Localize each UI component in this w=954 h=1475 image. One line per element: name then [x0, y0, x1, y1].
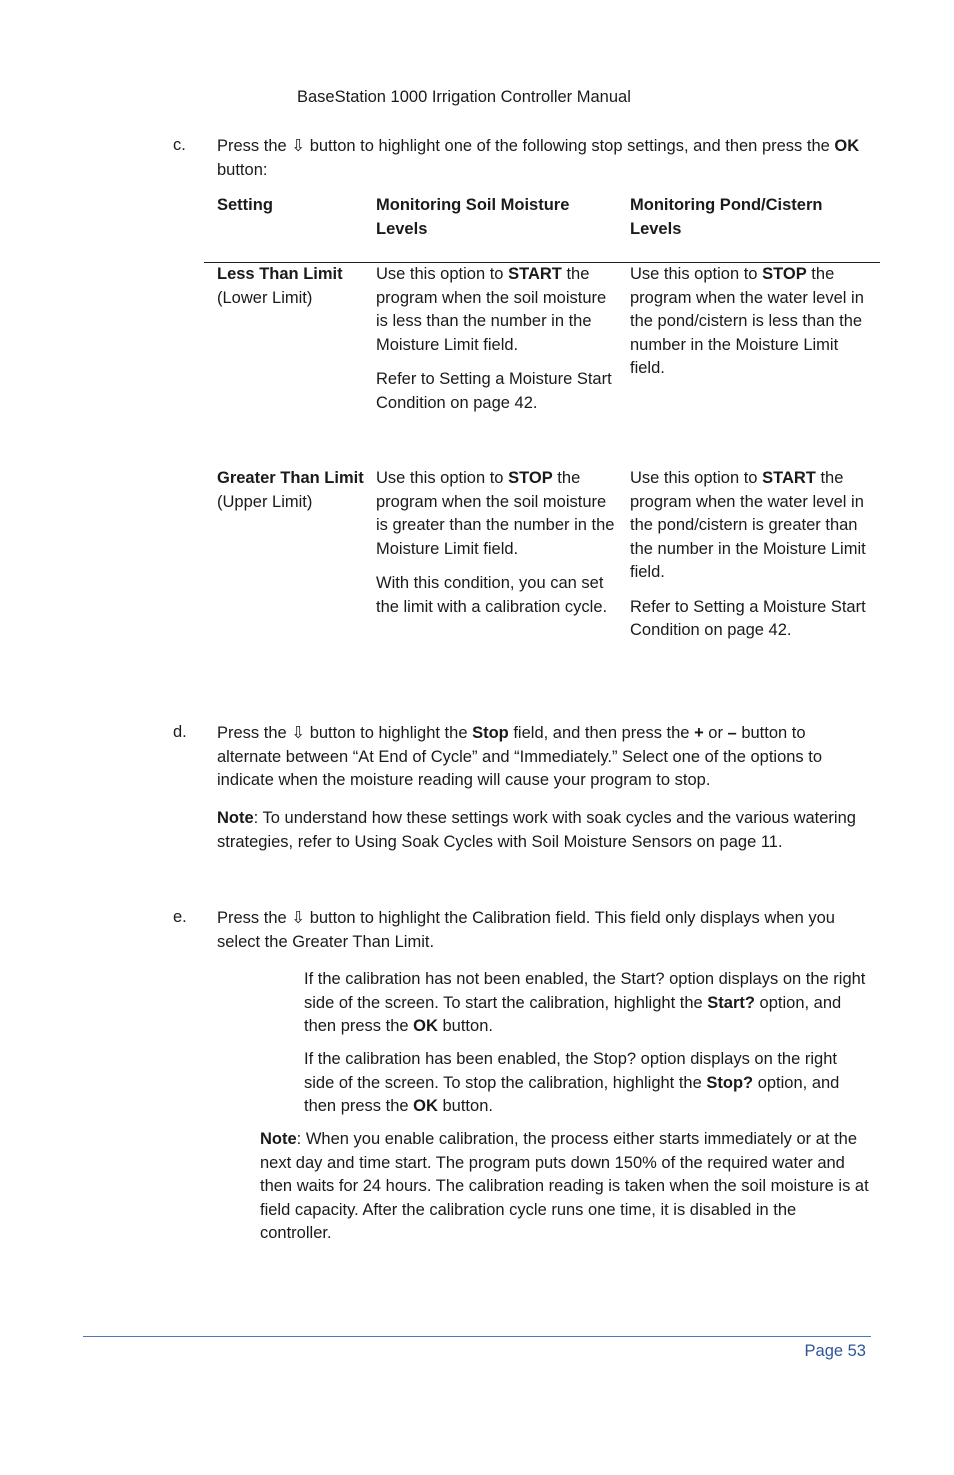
- footer-rule: [83, 1336, 871, 1337]
- header-soil-moisture: Monitoring Soil Moisture Levels: [376, 196, 570, 238]
- soil-description: [376, 467, 616, 561]
- setting-name: Greater Than Limit: [217, 469, 364, 487]
- text-run: Use this option to: [376, 265, 509, 283]
- calibration-note: [260, 1128, 872, 1246]
- text-run: button to highlight the Calibration field. This field only displays when you select the Greater Than Limit.: [217, 909, 835, 951]
- text-run: Use this option to: [630, 469, 763, 487]
- ok-label: OK: [834, 137, 860, 155]
- step-d-text: [217, 721, 867, 793]
- calibration-stop-text: [304, 1048, 864, 1119]
- note-text: : When you enable calibration, the process either starts immediately or at the next day and time start. The program puts down 150% of the required water and then waits for 24 hours. The calibration reading is taken when the soil moisture is at field capacity. After the calibration cycle runs one time, it is disabled in the controller.: [260, 1130, 869, 1242]
- calibration-start-text: [304, 968, 869, 1039]
- emphasis: START: [508, 265, 562, 283]
- text-run: button.: [437, 1017, 493, 1035]
- start-option-label: Start?: [707, 993, 755, 1012]
- text-run: Press the: [217, 909, 292, 927]
- text-run: Use this option to: [376, 469, 509, 487]
- step-c-marker: c.: [173, 136, 186, 154]
- note-text: : To understand how these settings work with soak cycles and the various watering strategies, refer to Using Soak Cycles with Soil Moisture Sensors on page 11.: [217, 809, 856, 851]
- ok-label: OK: [413, 1017, 438, 1035]
- pond-description: [630, 263, 870, 381]
- text-run: the program when the soil moisture is less than the number in the Moisture Limit field.: [376, 265, 607, 354]
- step-c-text: [217, 134, 867, 182]
- note-label: Note: [217, 809, 254, 827]
- step-d-note: [217, 807, 867, 854]
- ok-label: OK: [413, 1097, 438, 1115]
- text-run: If the calibration has not been enabled, the Start? option displays on the right side of the screen. To start the calibration, highlight the: [304, 970, 866, 1012]
- cell-pond: [630, 263, 870, 381]
- text-run: the program when the soil moisture is greater than the number in the Moisture Limit field.: [376, 469, 615, 558]
- page-number: Page 53: [804, 1342, 866, 1360]
- step-e-marker: e.: [173, 908, 187, 926]
- minus-label: –: [727, 724, 737, 742]
- note-label: Note: [260, 1130, 297, 1148]
- stop-label: Stop: [472, 724, 509, 742]
- text-run: the program when the water level in the pond/cistern is greater than the number in the Moisture Limit field.: [630, 469, 866, 581]
- emphasis: STOP: [508, 469, 553, 487]
- plus-label: +: [694, 724, 704, 742]
- table-header-row: [204, 194, 880, 263]
- cell-soil: [376, 467, 616, 619]
- down-arrow-icon: ⇩: [291, 723, 306, 742]
- step-d-marker: d.: [173, 723, 187, 741]
- soil-note: With this condition, you can set the limit with a calibration cycle.: [376, 574, 608, 616]
- header-setting: Setting: [217, 196, 273, 214]
- setting-subtitle: (Lower Limit): [217, 288, 313, 307]
- text-run: If the calibration has been enabled, the Stop? option displays on the right side of the screen. To stop the calibration, highlight the: [304, 1050, 837, 1092]
- cell-soil: [376, 263, 616, 415]
- cell-setting: [217, 263, 367, 310]
- text-run: button to highlight the: [305, 724, 473, 742]
- pond-reference: Refer to Setting a Moisture Start Condition on page 42.: [630, 597, 866, 639]
- text-run: or: [703, 724, 728, 742]
- pond-description: [630, 467, 870, 585]
- soil-reference: Refer to Setting a Moisture Start Condition on page 42.: [376, 370, 612, 412]
- stop-option-label: Stop?: [706, 1073, 754, 1092]
- emphasis: STOP: [762, 265, 807, 283]
- table-row-greater-than: [204, 467, 880, 682]
- page-header: BaseStation 1000 Irrigation Controller Manual: [297, 88, 631, 106]
- text-run: button.: [437, 1097, 493, 1115]
- table-row-less-than: [204, 263, 880, 467]
- down-arrow-outline-icon: ⇩: [291, 908, 306, 927]
- soil-description: [376, 263, 616, 357]
- text-run: option, and then press the: [304, 1073, 840, 1115]
- cell-setting: [217, 467, 367, 514]
- text-run: button:: [217, 160, 268, 179]
- text-run: Use this option to: [630, 265, 763, 283]
- text-run: field, and then press the: [508, 724, 695, 742]
- text-run: Press the: [217, 137, 292, 155]
- text-run: button to highlight one of the following stop settings, and then press the: [305, 137, 835, 155]
- stop-settings-table: [204, 194, 880, 682]
- setting-name: Less Than Limit: [217, 265, 343, 283]
- cell-pond: [630, 467, 870, 643]
- text-run: the program when the water level in the pond/cistern is less than the number in the Moisture Limit field.: [630, 265, 864, 377]
- down-arrow-icon: ⇩: [291, 136, 306, 155]
- emphasis: START: [762, 469, 816, 487]
- text-run: button to alternate between “At End of Cycle” and “Immediately.” Select one of the options to indicate when the moisture reading will cause your program to stop.: [217, 724, 823, 789]
- text-run: option, and then press the: [304, 993, 842, 1035]
- text-run: Press the: [217, 724, 292, 742]
- setting-subtitle: (Upper Limit): [217, 492, 313, 511]
- header-pond-cistern: Monitoring Pond/Cistern Levels: [630, 196, 823, 238]
- step-e-text: [217, 906, 867, 954]
